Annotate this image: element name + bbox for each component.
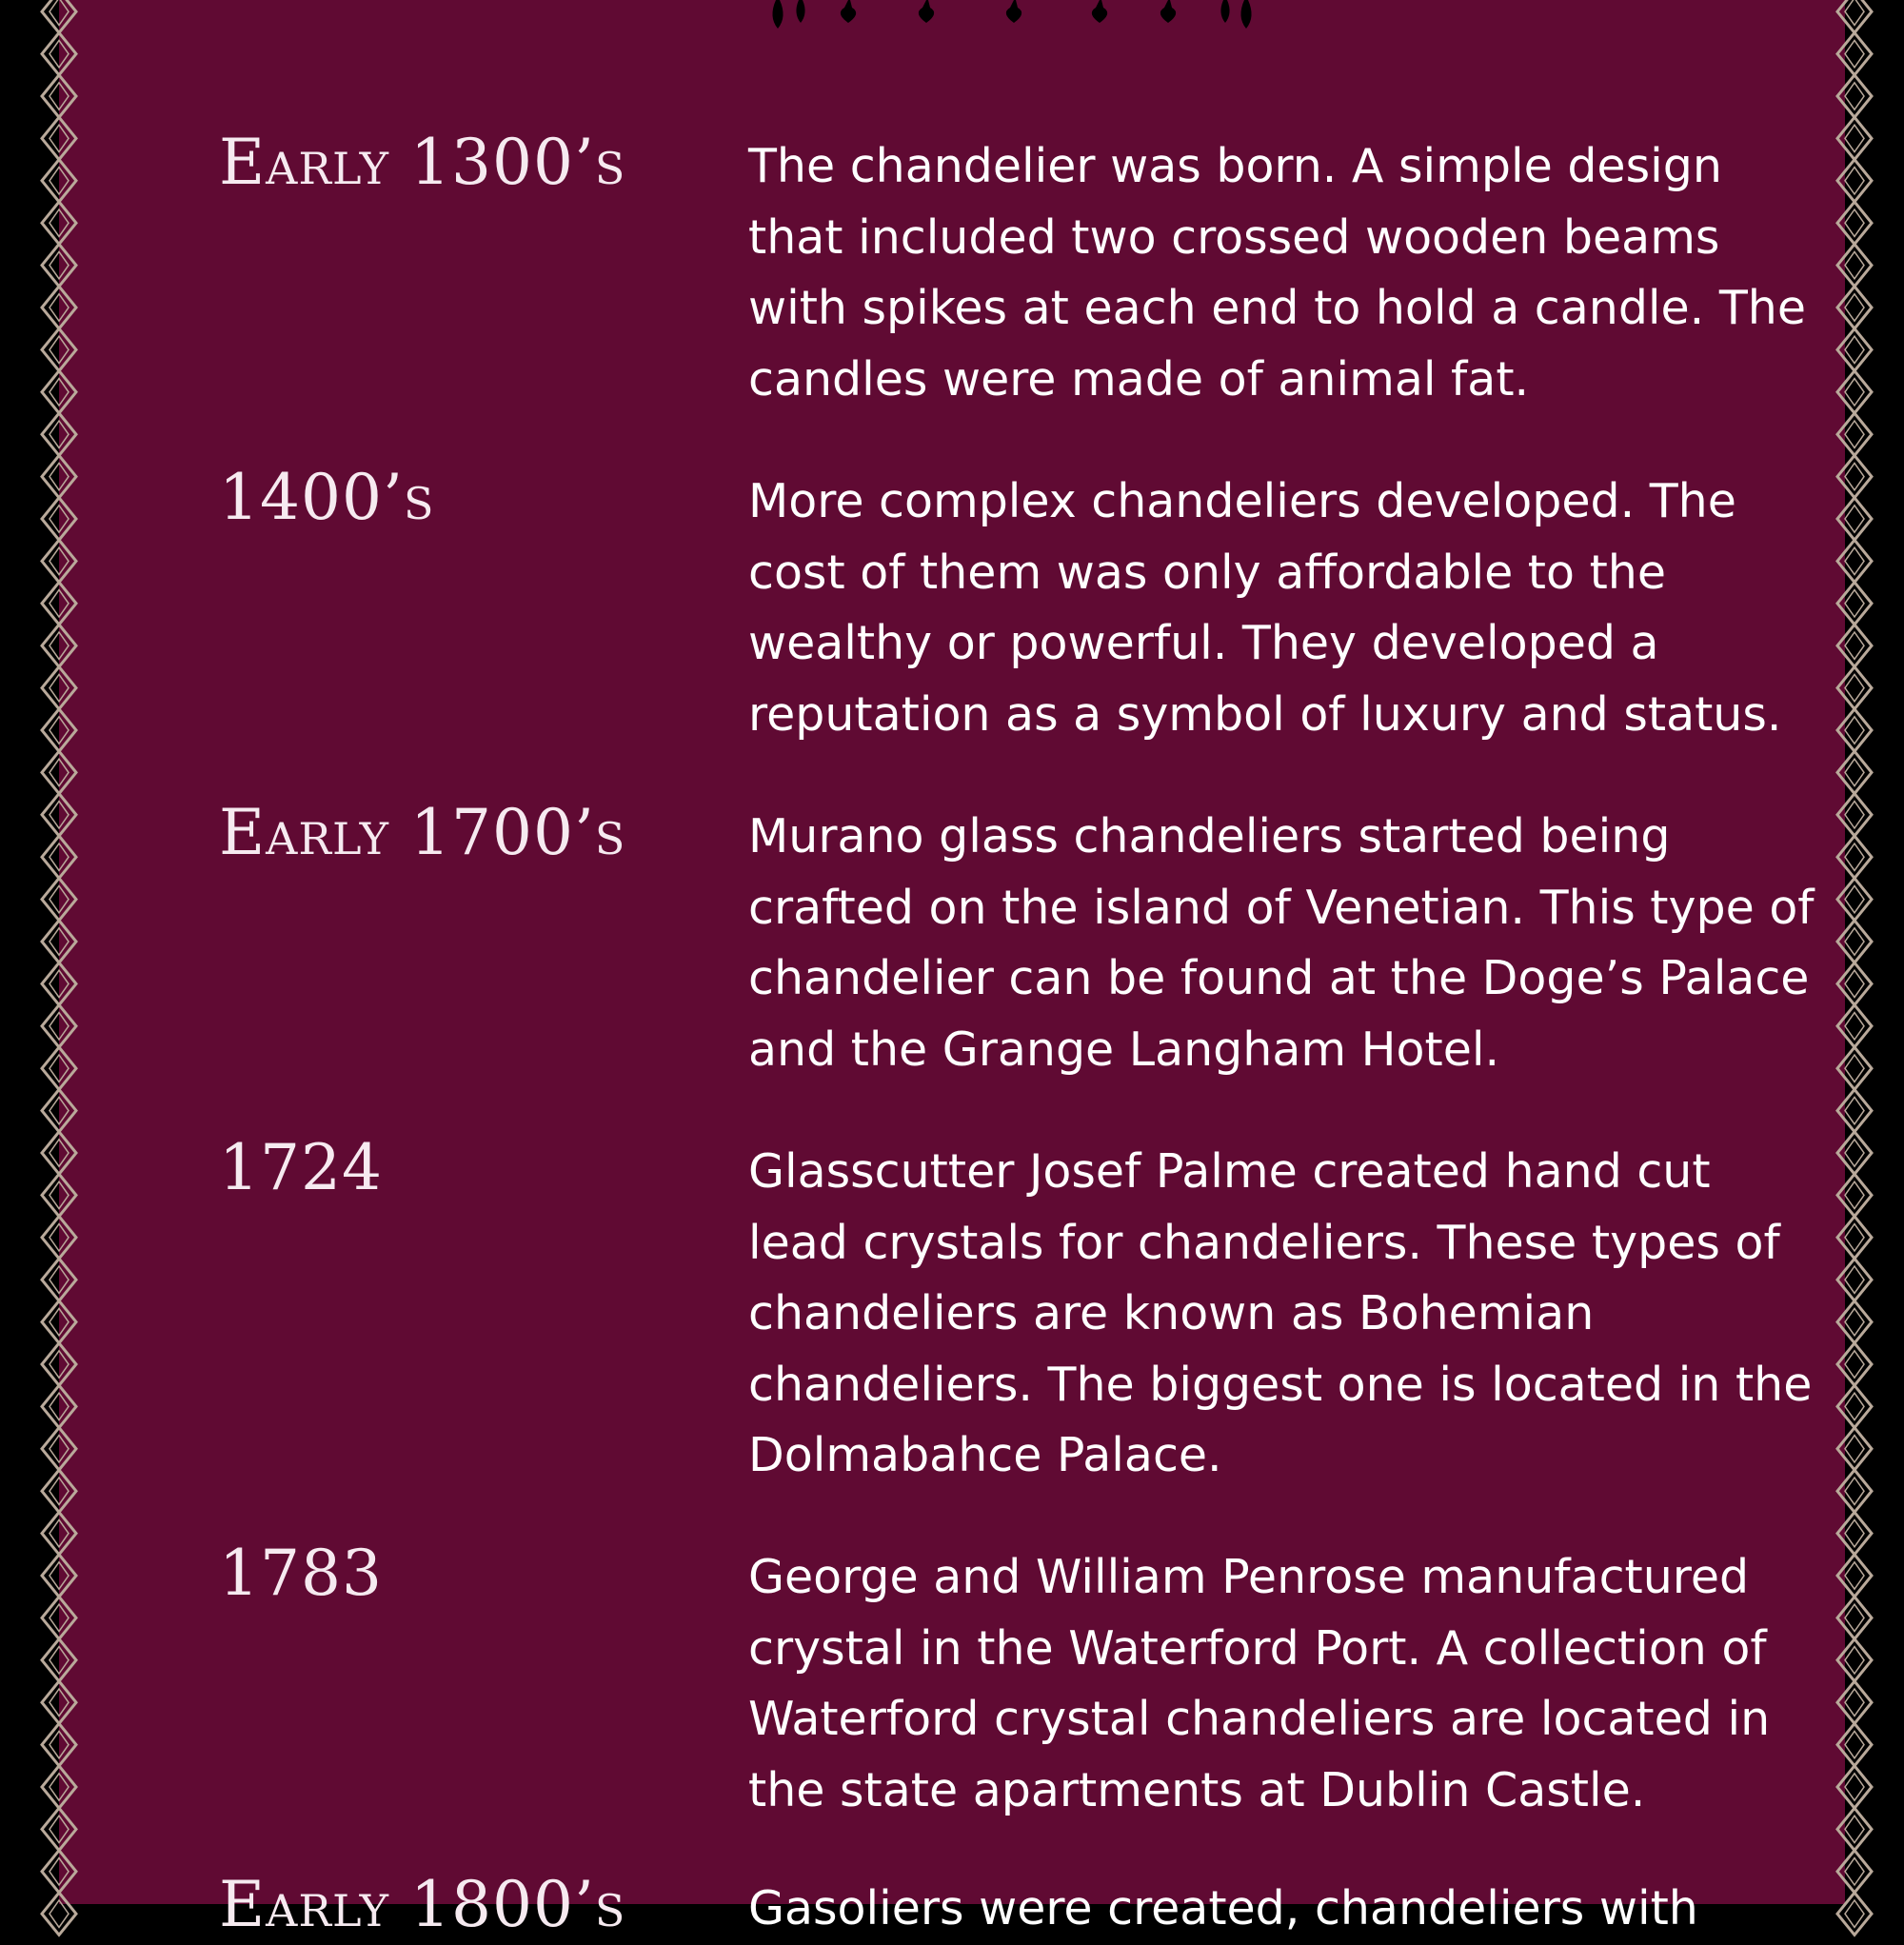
era-label: Early 1300’s (219, 126, 626, 199)
era-description: Murano glass chandeliers started being crafted on the island of Venetian. This type of chandelier can be found at the Doge’s Palace and the Grange Langham Hotel. (748, 809, 1815, 1077)
border-diamond (42, 1385, 76, 1427)
border-diamond-inner (1845, 1816, 1864, 1842)
border-diamond (42, 1893, 76, 1935)
border-diamond-inner (50, 125, 69, 151)
border-diamond (1837, 1851, 1872, 1893)
border-diamond (1837, 666, 1872, 708)
border-diamond-inner (1845, 1774, 1864, 1800)
border-diamond (1837, 32, 1872, 74)
border-diamond (42, 1512, 76, 1554)
border-diamond-inner (50, 1858, 69, 1885)
border-diamond (1837, 794, 1872, 836)
border-diamond-inner (1845, 1055, 1864, 1082)
border-diamond (42, 455, 76, 497)
border-diamond-inner (1845, 40, 1864, 67)
border-diamond (1837, 455, 1872, 497)
border-diamond (1837, 1343, 1872, 1385)
border-diamond-inner (50, 1774, 69, 1800)
border-diamond (42, 371, 76, 413)
border-diamond (42, 160, 76, 202)
border-diamond-inner (1845, 1647, 1864, 1674)
border-diamond (1837, 1005, 1872, 1047)
border-diamond (1837, 1893, 1872, 1935)
border-diamond-inner (1845, 1266, 1864, 1293)
border-diamond (1837, 878, 1872, 920)
border-diamond (1837, 0, 1872, 32)
border-diamond-inner (1845, 209, 1864, 236)
border-diamond-inner (50, 1562, 69, 1589)
left-diamond-border (30, 0, 88, 1904)
border-diamond (1837, 1597, 1872, 1638)
border-diamond-inner (50, 1647, 69, 1674)
border-diamond (42, 666, 76, 708)
border-diamond-inner (1845, 1562, 1864, 1589)
border-diamond (1837, 413, 1872, 455)
border-diamond-inner (1845, 421, 1864, 447)
border-diamond-inner (1845, 1731, 1864, 1757)
border-diamond (1837, 1723, 1872, 1765)
border-diamond-inner (1845, 970, 1864, 997)
border-diamond (1837, 1766, 1872, 1808)
border-diamond (1837, 1089, 1872, 1131)
border-diamond-inner (50, 547, 69, 574)
chandelier-drops-icon (768, 0, 1263, 34)
border-diamond-inner (1845, 125, 1864, 151)
border-diamond (42, 1597, 76, 1638)
era-label: 1724 (219, 1131, 383, 1204)
border-diamond-inner (50, 1055, 69, 1082)
border-diamond (42, 1681, 76, 1723)
border-diamond (42, 794, 76, 836)
border-diamond (42, 709, 76, 751)
border-diamond (42, 1851, 76, 1893)
border-diamond-inner (1845, 1224, 1864, 1251)
border-diamond-inner (50, 843, 69, 870)
border-diamond-inner (50, 1689, 69, 1716)
border-diamond-inner (50, 506, 69, 532)
border-diamond-inner (1845, 1900, 1864, 1927)
border-diamond-inner (50, 1181, 69, 1208)
border-diamond (1837, 1174, 1872, 1216)
border-diamond (42, 1639, 76, 1681)
border-diamond-inner (50, 1604, 69, 1631)
border-diamond-inner (50, 168, 69, 194)
border-diamond (1837, 328, 1872, 370)
border-diamond (1837, 1259, 1872, 1300)
border-diamond-inner (1845, 717, 1864, 744)
border-diamond (1837, 117, 1872, 159)
border-diamond-inner (1845, 251, 1864, 278)
border-diamond (42, 1808, 76, 1850)
border-diamond (42, 751, 76, 793)
border-diamond (1837, 836, 1872, 878)
border-diamond (1837, 1555, 1872, 1597)
border-diamond-inner (1845, 547, 1864, 574)
border-diamond-inner (50, 970, 69, 997)
border-diamond-inner (50, 1308, 69, 1335)
border-diamond-inner (50, 1478, 69, 1504)
border-diamond (42, 583, 76, 625)
border-diamond (42, 244, 76, 286)
border-diamond-inner (1845, 590, 1864, 617)
border-diamond-inner (50, 83, 69, 109)
border-diamond (42, 625, 76, 666)
border-diamond-inner (50, 463, 69, 489)
border-diamond (1837, 1470, 1872, 1512)
border-diamond-inner (50, 294, 69, 321)
border-diamond (1837, 963, 1872, 1004)
border-diamond (42, 328, 76, 370)
border-diamond-inner (1845, 1689, 1864, 1716)
border-diamond (42, 75, 76, 117)
border-diamond (1837, 1300, 1872, 1342)
border-diamond (1837, 1217, 1872, 1259)
border-diamond (1837, 1132, 1872, 1174)
border-diamond-inner (50, 1816, 69, 1842)
border-diamond-inner (1845, 463, 1864, 489)
border-diamond-inner (1845, 632, 1864, 659)
border-diamond (42, 32, 76, 74)
border-diamond (1837, 1681, 1872, 1723)
border-diamond-inner (50, 1013, 69, 1040)
border-diamond-inner (1845, 1140, 1864, 1166)
border-diamond (42, 413, 76, 455)
border-diamond (1837, 583, 1872, 625)
border-diamond-inner (50, 0, 69, 25)
border-diamond-inner (50, 717, 69, 744)
era-label: Early 1800’s (219, 1868, 626, 1941)
border-diamond (42, 498, 76, 540)
border-diamond-inner (50, 421, 69, 447)
border-diamond-inner (1845, 759, 1864, 785)
border-diamond-inner (50, 674, 69, 701)
border-diamond-inner (50, 1900, 69, 1927)
era-label: 1783 (219, 1537, 383, 1610)
border-diamond-inner (1845, 1436, 1864, 1462)
border-diamond-inner (50, 1393, 69, 1419)
era-description: Glasscutter Josef Palme created hand cut lead crystals for chandeliers. These types of chandeliers are known as Bohemian chandeliers. The biggest one is located in the Dolmabahce Palace. (748, 1144, 1813, 1482)
border-diamond-inner (1845, 928, 1864, 955)
border-diamond (1837, 1385, 1872, 1427)
border-diamond (42, 202, 76, 244)
border-diamond-inner (1845, 1604, 1864, 1631)
infographic-panel (59, 0, 1845, 1941)
border-diamond (42, 963, 76, 1004)
era-label: 1400’s (219, 461, 435, 534)
border-diamond-inner (1845, 83, 1864, 109)
border-diamond (1837, 1808, 1872, 1850)
border-diamond (42, 878, 76, 920)
era-description: More complex chandeliers developed. The cost of them was only affordable to the wealthy or powerful. They developed a reputation as a symbol of luxury and status. (748, 474, 1782, 742)
border-diamond (1837, 709, 1872, 751)
border-diamond-inner (50, 632, 69, 659)
border-diamond-inner (1845, 1308, 1864, 1335)
era-description: George and William Penrose manufactured crystal in the Waterford Port. A collection of Waterford crystal chandeliers are located in the state apartments at Dublin Castle. (748, 1550, 1771, 1817)
border-diamond (1837, 625, 1872, 666)
border-diamond-inner (1845, 1858, 1864, 1885)
border-diamond-inner (50, 802, 69, 828)
border-diamond (42, 287, 76, 328)
border-diamond (42, 836, 76, 878)
border-diamond-inner (1845, 1351, 1864, 1378)
border-diamond (42, 1174, 76, 1216)
border-diamond-inner (50, 1097, 69, 1123)
border-diamond-inner (1845, 1013, 1864, 1040)
border-diamond (42, 1089, 76, 1131)
border-diamond (1837, 498, 1872, 540)
border-diamond-inner (1845, 0, 1864, 25)
border-diamond-inner (1845, 294, 1864, 321)
border-diamond (42, 921, 76, 963)
border-diamond-inner (1845, 1097, 1864, 1123)
border-diamond-inner (50, 1519, 69, 1546)
border-diamond (42, 1766, 76, 1808)
border-diamond-inner (50, 928, 69, 955)
border-diamond-inner (50, 885, 69, 912)
era-label: Early 1700’s (219, 796, 626, 869)
border-diamond (42, 1217, 76, 1259)
border-diamond-inner (50, 379, 69, 406)
border-diamond-inner (1845, 885, 1864, 912)
border-diamond (42, 1723, 76, 1765)
era-description: Gasoliers were created, chandeliers with (748, 1881, 1698, 1935)
border-diamond-inner (50, 1731, 69, 1757)
era-description: The chandelier was born. A simple design that included two crossed wooden beams with spikes at each end to hold a candle. The candles were made of animal fat. (748, 139, 1806, 407)
border-diamond-inner (1845, 1181, 1864, 1208)
border-diamond (42, 117, 76, 159)
border-diamond (42, 1470, 76, 1512)
border-diamond-inner (1845, 1393, 1864, 1419)
border-diamond (1837, 1428, 1872, 1470)
border-diamond-inner (1845, 1478, 1864, 1504)
border-diamond-inner (50, 40, 69, 67)
border-diamond-inner (1845, 336, 1864, 363)
border-diamond (1837, 1639, 1872, 1681)
border-diamond-inner (50, 336, 69, 363)
border-diamond (1837, 751, 1872, 793)
border-diamond (42, 1343, 76, 1385)
border-diamond-inner (50, 1224, 69, 1251)
border-diamond (1837, 75, 1872, 117)
border-diamond-inner (1845, 1519, 1864, 1546)
border-diamond (42, 1428, 76, 1470)
border-diamond-inner (50, 1140, 69, 1166)
border-diamond (1837, 160, 1872, 202)
border-diamond-inner (1845, 802, 1864, 828)
border-diamond (42, 1259, 76, 1300)
border-diamond-inner (1845, 379, 1864, 406)
border-diamond-inner (1845, 168, 1864, 194)
border-diamond-inner (50, 1436, 69, 1462)
border-diamond-inner (1845, 506, 1864, 532)
border-diamond (42, 1132, 76, 1174)
border-diamond (42, 1005, 76, 1047)
right-diamond-border (1826, 0, 1883, 1904)
border-diamond-inner (1845, 843, 1864, 870)
border-diamond-inner (50, 251, 69, 278)
border-diamond-inner (50, 1266, 69, 1293)
border-diamond (42, 1300, 76, 1342)
border-diamond (1837, 1512, 1872, 1554)
border-diamond (1837, 921, 1872, 963)
border-diamond (1837, 287, 1872, 328)
border-diamond (1837, 371, 1872, 413)
border-diamond-inner (50, 1351, 69, 1378)
border-diamond (42, 1047, 76, 1089)
border-diamond (1837, 244, 1872, 286)
border-diamond-inner (50, 209, 69, 236)
border-diamond-inner (50, 759, 69, 785)
border-diamond (1837, 540, 1872, 582)
border-diamond (42, 0, 76, 32)
border-diamond (1837, 202, 1872, 244)
border-diamond-inner (1845, 674, 1864, 701)
border-diamond (42, 540, 76, 582)
border-diamond (1837, 1047, 1872, 1089)
border-diamond (42, 1555, 76, 1597)
border-diamond-inner (50, 590, 69, 617)
